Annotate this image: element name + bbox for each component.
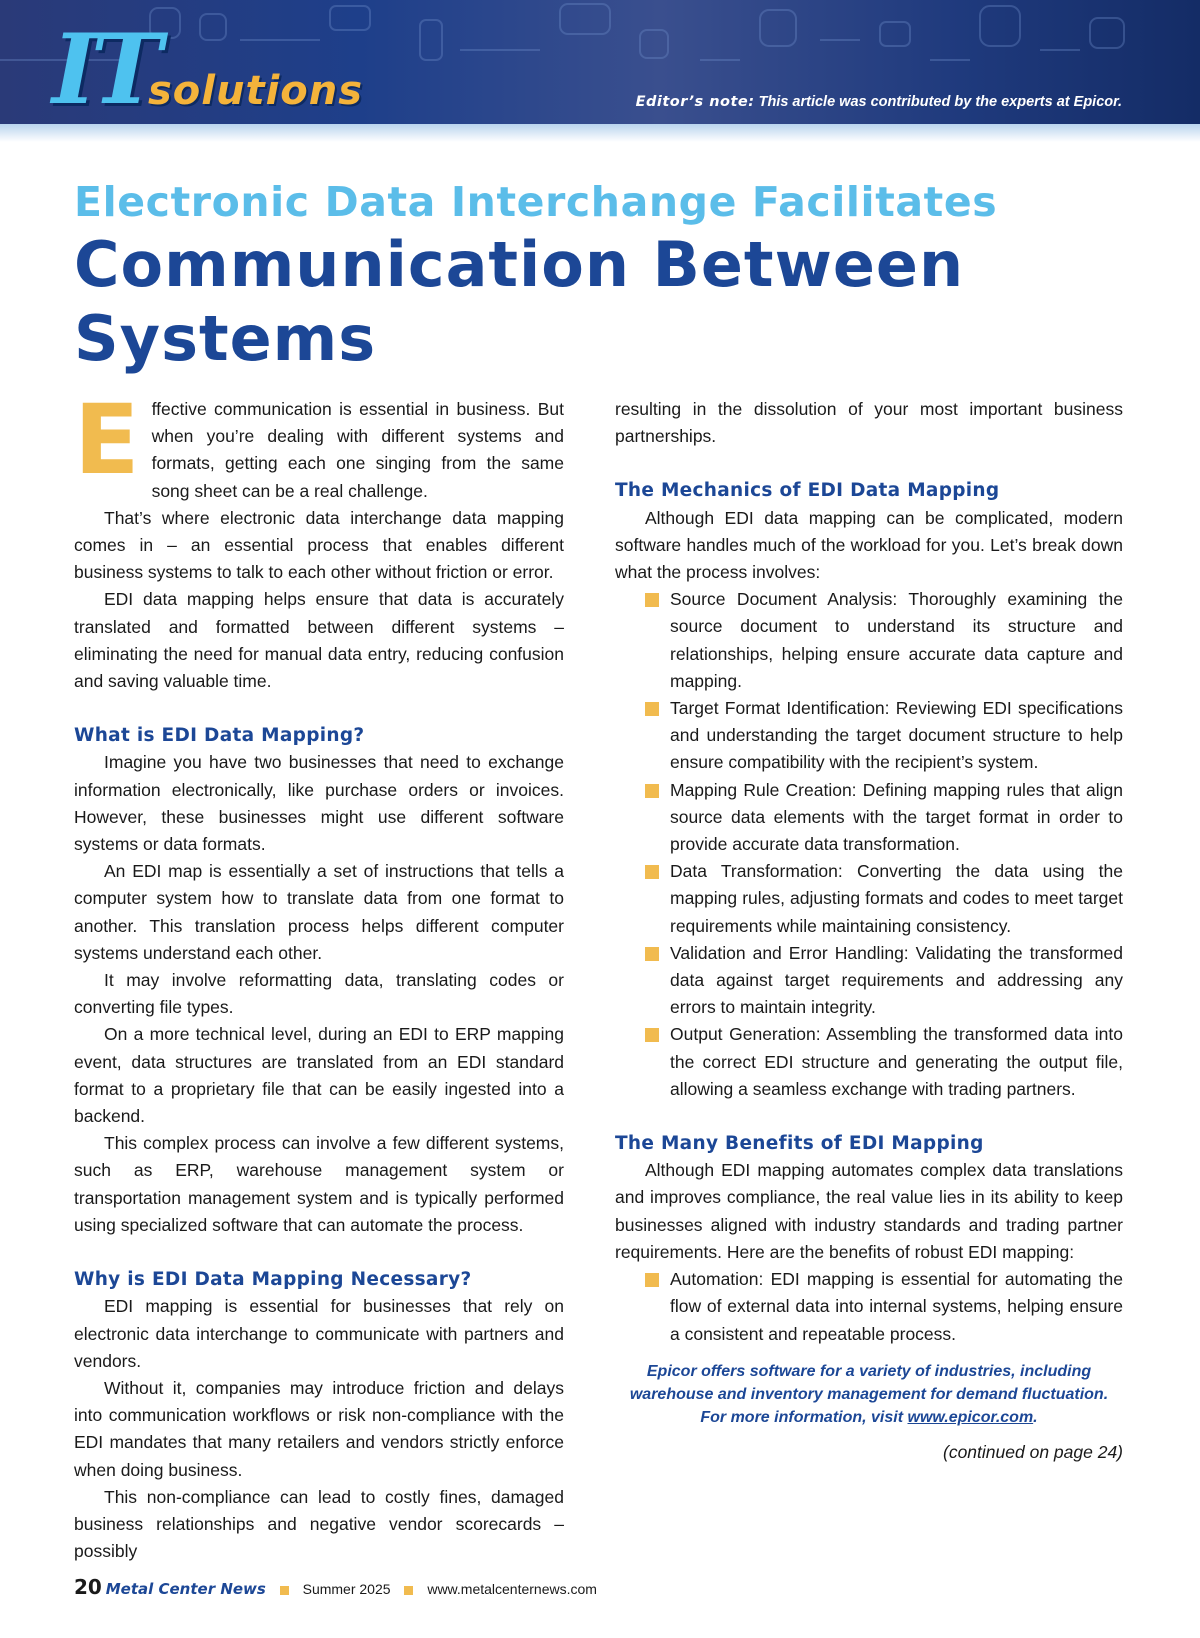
website-link[interactable]: www.metalcenternews.com xyxy=(427,1581,597,1597)
page-number: 20 xyxy=(74,1575,102,1599)
left-column xyxy=(74,384,564,1565)
magazine-name: Metal Center News xyxy=(105,1580,266,1598)
solutions-logo-text: solutions xyxy=(148,68,364,114)
list-item xyxy=(670,940,1123,1022)
paragraph: On a more technical level, during an EDI to ERP mapping event, data structures are translated from an EDI standard format to a proprietary file that can be easily ingested into a backend. xyxy=(74,1024,564,1127)
paragraph: Imagine you have two businesses that need to exchange information electronically, like purchase orders or invoices. However, these businesses might use different software systems or data formats. xyxy=(74,752,564,855)
callout-suffix: . xyxy=(1033,1408,1038,1426)
intro-text: ffective communication is essential in business. But when you’re dealing with different systems and formats, getting each one singing from the same song sheet can be a real challenge. xyxy=(151,399,564,501)
paragraph: Without it, companies may introduce friction and delays into communication workflows or risk non-compliance with the EDI mandates that many retailers and vendors strictly enforce when doing business. xyxy=(74,1377,564,1480)
list-item xyxy=(670,1021,1123,1103)
footer-separator-icon xyxy=(280,1586,289,1595)
bullet-square-icon xyxy=(645,1273,659,1287)
issue-date: Summer 2025 xyxy=(302,1581,391,1597)
bullet-square-icon xyxy=(645,593,659,607)
continued-note: (continued on page 24) xyxy=(943,1441,1123,1462)
footer-separator-icon xyxy=(404,1586,413,1595)
paragraph: Although EDI mapping automates complex data translations and improves compliance, the real value lies in its ability to keep businesses aligned with industry standards and trading partner requirements. Here are the benefits of robust EDI mapping: xyxy=(615,1160,1123,1262)
benefits-list xyxy=(615,1266,1123,1348)
callout-line: Epicor offers software for a variety of industries, including xyxy=(646,1362,1092,1380)
bullet-square-icon xyxy=(645,784,659,798)
list-item xyxy=(670,695,1123,777)
it-logo-text: IT xyxy=(52,13,157,124)
callout-prefix: For more information, visit xyxy=(700,1408,908,1426)
paragraph: EDI data mapping helps ensure that data is accurately translated and formatted between different systems – eliminating the need for manual data entry, reducing confusion and saving valuable time. xyxy=(74,589,564,692)
bullet-square-icon xyxy=(645,865,659,879)
epicor-callout xyxy=(615,1360,1123,1429)
header-banner xyxy=(0,0,1200,124)
list-item xyxy=(670,1266,1123,1348)
paragraph: That’s where electronic data interchange data mapping comes in – an essential process that enables different business systems to talk to each other without friction or error. xyxy=(74,507,564,583)
right-column xyxy=(615,396,1123,1466)
paragraph: EDI mapping is essential for businesses that rely on electronic data interchange to communicate with partners and vendors. xyxy=(74,1296,564,1371)
bullet-square-icon xyxy=(645,702,659,716)
list-item xyxy=(670,858,1123,940)
section-heading-why: Why is EDI Data Mapping Necessary? xyxy=(74,1269,472,1291)
list-item-text: Output Generation: Assembling the transformed data into the correct EDI structure and generating the output file, allowing a seamless exchange with trading partners. xyxy=(670,1024,1123,1099)
list-item-text: Automation: EDI mapping is essential for automating the flow of external data into internal systems, helping ensure a consistent and repeatable process. xyxy=(670,1269,1123,1344)
list-item-text: Source Document Analysis: Thoroughly examining the source document to understand its structure and relationships, helping ensure accurate data capture and mapping. xyxy=(670,589,1123,691)
mechanics-list xyxy=(615,586,1123,1103)
intro-paragraph xyxy=(74,384,564,505)
page-footer xyxy=(74,1575,597,1599)
bullet-square-icon xyxy=(645,947,659,961)
section-heading-benefits: The Many Benefits of EDI Mapping xyxy=(615,1133,984,1155)
section-heading-mechanics: The Mechanics of EDI Data Mapping xyxy=(615,480,1000,502)
article-kicker: Electronic Data Interchange Facilitates xyxy=(74,178,998,226)
editors-note-text: This article was contributed by the experts at Epicor. xyxy=(758,94,1122,110)
editors-note xyxy=(636,94,1122,110)
paragraph: resulting in the dissolution of your most important business partnerships. xyxy=(615,399,1123,447)
paragraph: It may involve reformatting data, translating codes or converting file types. xyxy=(74,970,564,1018)
callout-line: warehouse and inventory management for demand fluctuation. xyxy=(629,1385,1109,1403)
drop-cap: E xyxy=(74,384,140,496)
callout-line xyxy=(615,1406,1123,1429)
list-item-text: Target Format Identification: Reviewing EDI specifications and understanding the target document structure to help ensure compatibility with the recipient’s system. xyxy=(670,698,1123,773)
list-item-text: Validation and Error Handling: Validating the transformed data against target requirements and addressing any errors to maintain integrity. xyxy=(670,942,1123,1018)
paragraph: An EDI map is essentially a set of instructions that tells a computer system how to translate data from one format to another. This translation process helps different computer systems understand each other. xyxy=(74,861,564,963)
paragraph: This non-compliance can lead to costly fines, damaged business relationships and negative vendor scorecards – possibly xyxy=(74,1486,564,1562)
paragraph: This complex process can involve a few different systems, such as ERP, warehouse management system or transportation management system and is typically performed using specialized software that can automate the process. xyxy=(74,1133,564,1235)
bullet-square-icon xyxy=(645,1028,659,1042)
article-headline: Communication Between Systems xyxy=(74,228,965,375)
epicor-link[interactable]: www.epicor.com xyxy=(907,1408,1034,1426)
list-item-text: Data Transformation: Converting the data using the mapping rules, adjusting formats and codes to meet target requirements while maintaining consistency. xyxy=(670,861,1123,936)
paragraph: Although EDI data mapping can be complicated, modern software handles much of the workload for you. Let’s break down what the process involves: xyxy=(615,507,1123,583)
editors-note-label: Editor’s note: xyxy=(635,94,755,110)
section-heading-what: What is EDI Data Mapping? xyxy=(74,725,365,747)
list-item xyxy=(670,586,1123,695)
list-item-text: Mapping Rule Creation: Defining mapping rules that align source data elements with the target format in order to provide accurate data transformation. xyxy=(670,779,1123,855)
list-item xyxy=(670,777,1123,859)
banner-fade xyxy=(0,124,1200,142)
